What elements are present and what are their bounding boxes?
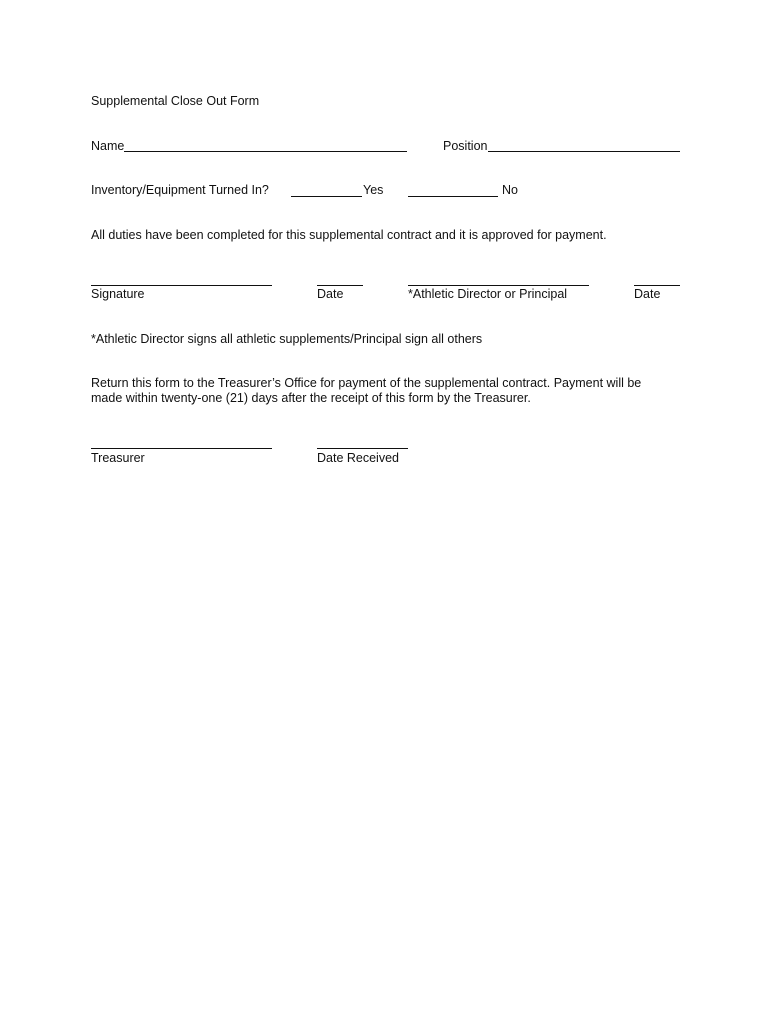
return-instructions-line-2: made within twenty-one (21) days after the receipt of this form by the Treasurer. [91,391,531,405]
date-label-2: Date [634,287,661,301]
date-line-2[interactable] [634,285,680,286]
position-field-line[interactable] [488,151,680,152]
approver-signature-line[interactable] [408,285,589,286]
no-field-line[interactable] [408,196,498,197]
signature-line[interactable] [91,285,272,286]
treasurer-signature-line[interactable] [91,448,272,449]
name-label: Name [91,139,125,153]
duties-statement: All duties have been completed for this supplemental contract and it is approved for payment. [91,228,607,242]
footnote: *Athletic Director signs all athletic supplements/Principal sign all others [91,332,483,346]
no-label: No [502,183,518,197]
position-label: Position [443,139,488,153]
date-received-line[interactable] [317,448,408,449]
form-title: Supplemental Close Out Form [91,94,260,108]
signature-label: Signature [91,287,145,301]
yes-label: Yes [363,183,384,197]
inventory-label: Inventory/Equipment Turned In? [91,183,269,197]
yes-field-line[interactable] [291,196,362,197]
date-received-label: Date Received [317,451,399,465]
date-label-1: Date [317,287,344,301]
treasurer-label: Treasurer [91,451,145,465]
date-line-1[interactable] [317,285,363,286]
return-instructions-line-1: Return this form to the Treasurer’s Office for payment of the supplemental contract. Payment will be [91,376,642,390]
name-field-line[interactable] [124,151,407,152]
approver-label: *Athletic Director or Principal [408,287,568,301]
